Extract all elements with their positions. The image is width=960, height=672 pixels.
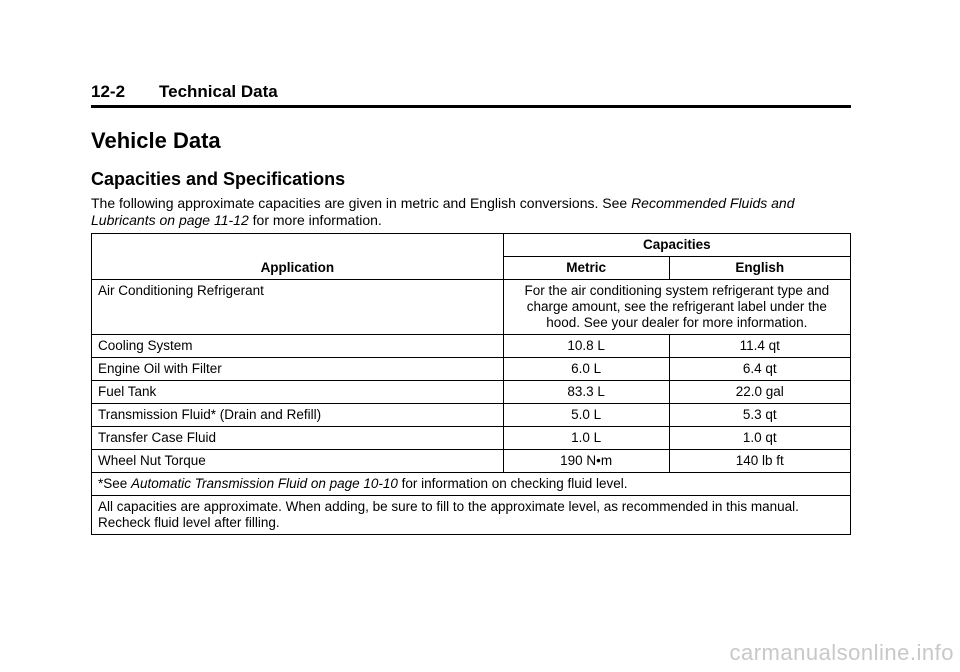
cell-metric: 6.0 L [503, 358, 669, 381]
intro-text-before: The following approximate capacities are given in metric and English conversions. See [91, 195, 632, 211]
cell-english: 1.0 qt [669, 427, 850, 450]
header-metric: Metric [503, 257, 669, 280]
cell-english: 22.0 gal [669, 381, 850, 404]
cell-english: 140 lb ft [669, 450, 850, 473]
cell-metric: 5.0 L [503, 404, 669, 427]
cell-english: 11.4 qt [669, 335, 850, 358]
table-row [92, 427, 851, 450]
note-cell: All capacities are approximate. When adding, be sure to fill to the approximate level, as recommended in this manual. Recheck fluid level after filling. [92, 496, 851, 535]
cell-english: 6.4 qt [669, 358, 850, 381]
table-note-row [92, 496, 851, 535]
cell-ac-note: For the air conditioning system refrigerant type and charge amount, see the refrigerant label under the hood. See your dealer for more information. [503, 280, 850, 335]
table-row [92, 280, 851, 335]
header-capacities: Capacities [503, 234, 850, 257]
cell-metric: 10.8 L [503, 335, 669, 358]
page-title: Vehicle Data [91, 128, 221, 153]
table-row [92, 450, 851, 473]
cell-application: Engine Oil with Filter [92, 358, 504, 381]
footnote-reference-link: Automatic Transmission Fluid on page 10-10 [131, 476, 398, 491]
header-english: English [669, 257, 850, 280]
cell-english: 5.3 qt [669, 404, 850, 427]
header-application: Application [92, 234, 504, 280]
table-row [92, 381, 851, 404]
cell-application: Fuel Tank [92, 381, 504, 404]
intro-text-after: for more information. [248, 212, 382, 228]
page-number: 12-2 [91, 82, 126, 101]
intro-paragraph [91, 195, 851, 229]
table-header-row-group [92, 234, 851, 257]
cell-metric: 190 N•m [503, 450, 669, 473]
footnote-prefix: *See [98, 476, 132, 491]
cell-application: Cooling System [92, 335, 504, 358]
footnote-suffix: for information on checking fluid level. [397, 476, 628, 491]
watermark: carmanualsonline.info [729, 640, 954, 665]
intro-reference-link: Recommended Fluids and Lubricants on page 11-12 [91, 195, 795, 228]
table-row [92, 404, 851, 427]
cell-metric: 83.3 L [503, 381, 669, 404]
page-header [91, 80, 851, 108]
table-row [92, 358, 851, 381]
section-heading: Capacities and Specifications [91, 169, 346, 189]
cell-application: Transmission Fluid* (Drain and Refill) [92, 404, 504, 427]
cell-application: Transfer Case Fluid [92, 427, 504, 450]
table-footnote-row [92, 473, 851, 496]
cell-metric: 1.0 L [503, 427, 669, 450]
cell-application: Air Conditioning Refrigerant [92, 280, 504, 335]
cell-application: Wheel Nut Torque [92, 450, 504, 473]
capacities-table [91, 233, 851, 535]
table-row [92, 335, 851, 358]
section-title: Technical Data [159, 82, 278, 101]
footnote-cell [92, 473, 851, 496]
